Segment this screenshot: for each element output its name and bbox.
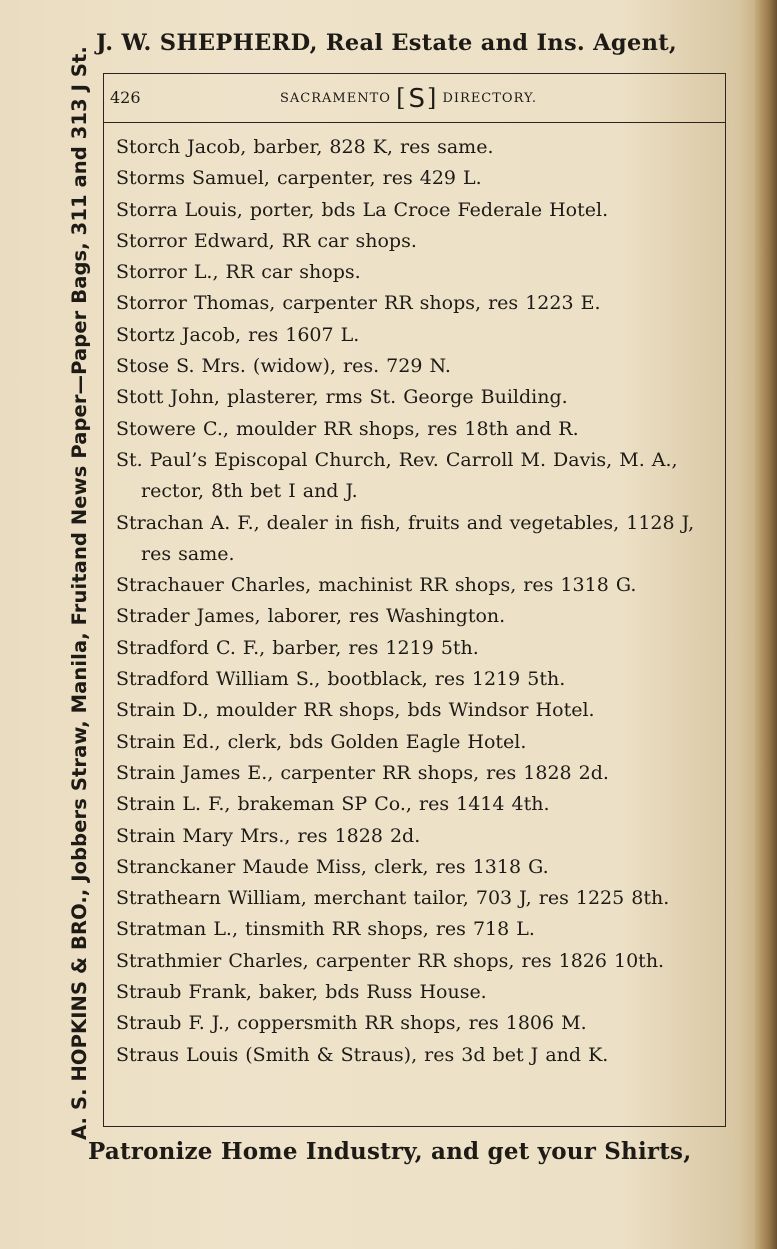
running-head (104, 74, 725, 123)
directory-entry: Stose S. Mrs. (widow), res. 729 N. (116, 355, 451, 378)
directory-entry: Straub Frank, baker, bds Russ House. (116, 981, 487, 1004)
directory-entry: Stradford C. F., barber, res 1219 5th. (116, 636, 479, 659)
directory-entry: Stott John, plasterer, rms St. George Building. (116, 386, 568, 409)
directory-entry: Stradford William S., bootblack, res 1219 5th. (116, 668, 566, 691)
directory-entry: Storra Louis, porter, bds La Croce Federale Hotel. (116, 198, 609, 221)
running-head-left-word: SACRAMENTO (280, 91, 391, 106)
directory-entry: Strain L. F., brakeman SP Co., res 1414 4th. (116, 793, 550, 816)
directory-entry: Strader James, laborer, res Washington. (116, 605, 506, 628)
directory-entry: Strachauer Charles, machinist RR shops, res 1318 G. (116, 574, 637, 597)
bracket-close: ] (426, 84, 438, 112)
directory-entry: Strathmier Charles, carpenter RR shops, res 1826 10th. (116, 949, 665, 972)
directory-entry: Stowere C., moulder RR shops, res 18th and R. (116, 417, 579, 440)
bracket-open: [ (396, 84, 407, 112)
directory-entry: Stranckaner Maude Miss, clerk, res 1318 G. (116, 855, 549, 878)
page-edge (755, 0, 777, 1249)
page-number: 426 (110, 88, 141, 107)
running-head-title (280, 84, 537, 114)
running-head-right-word: DIRECTORY. (442, 91, 538, 106)
directory-entry: Strain D., moulder RR shops, bds Windsor Hotel. (116, 699, 595, 722)
section-letter: S (408, 84, 425, 114)
directory-entry: Strain Mary Mrs., res 1828 2d. (116, 824, 421, 847)
directory-entry: St. Paul’s Episcopal Church, Rev. Carroll M. Davis, M. A., rector, 8th bet I and J. (116, 448, 678, 503)
directory-entry: Storch Jacob, barber, 828 K, res same. (116, 136, 494, 158)
directory-entry: Strachan A. F., dealer in fish, fruits and vegetables, 1128 J, res same. (116, 511, 695, 565)
directory-entry: Strathearn William, merchant tailor, 703 J, res 1225 8th. (116, 887, 670, 910)
directory-entry: Strain Ed., clerk, bds Golden Eagle Hotel. (116, 730, 527, 753)
directory-entry: Strain James E., carpenter RR shops, res 1828 2d. (116, 761, 609, 784)
bottom-advertisement: Patronize Home Industry, and get your Shirts, (88, 1138, 692, 1165)
top-advertisement: J. W. SHEPHERD, Real Estate and Ins. Agent, (96, 30, 678, 56)
directory-entry: Straus Louis (Smith & Straus), res 3d bet J and K. (116, 1043, 609, 1066)
directory-entry: Storror Thomas, carpenter RR shops, res 1223 E. (116, 292, 601, 315)
directory-entries (116, 132, 721, 1071)
directory-entry: Stratman L., tinsmith RR shops, res 718 L. (116, 918, 535, 941)
side-advertisement: A. S. HOPKINS & BRO., Jobbers Straw, Manila, Fruitand News Paper—Paper Bags, 311 and 313 J St. (68, 46, 91, 1140)
directory-entry: Storror Edward, RR car shops. (116, 229, 417, 252)
directory-entry: Stortz Jacob, res 1607 L. (116, 323, 360, 346)
directory-entry: Straub F. J., coppersmith RR shops, res 1806 M. (116, 1012, 587, 1035)
directory-entry: Storms Samuel, carpenter, res 429 L. (116, 167, 482, 190)
page-frame (103, 73, 726, 1127)
directory-entry: Storror L., RR car shops. (116, 261, 361, 284)
